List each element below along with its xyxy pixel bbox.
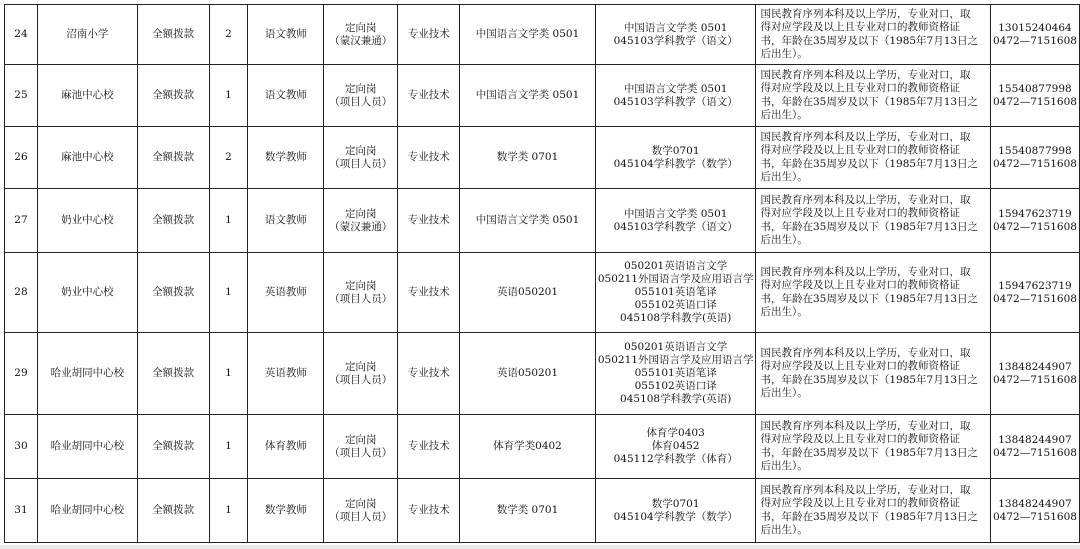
graduate-major-line: 055101英语笔译 [634,367,717,379]
graduate-major-cell [595,189,756,253]
post-type-line: 定向岗 [345,360,377,373]
position-name-cell: 体育教师 [248,415,324,479]
post-type-line: 定向岗 [345,82,377,95]
job-category-cell: 专业技术 [398,415,460,479]
requirement-line: 得对应学段及以上且专业对口的教师资格证 [760,207,960,219]
requirement-line: 书，年龄在35周岁及以下（1985年7月13日之 [760,95,979,108]
graduate-major-line: 045103学科教学（语文） [613,95,738,108]
post-type-line: （项目人员） [329,292,393,305]
post-type-line: 定向岗 [345,497,377,510]
graduate-major-line: 050211外国语言学及应用语言学 [597,354,754,366]
hire-count-cell: 2 [209,127,248,189]
contact-phone-line: 13848244907 [998,433,1072,446]
school-name-cell: 哈业胡同中心校 [37,415,137,479]
requirement-line: 得对应学段及以上且专业对口的教师资格证 [760,144,960,156]
table-row [5,333,1080,415]
row-number-cell: 26 [5,127,38,189]
contact-phone-cell [990,479,1079,543]
graduate-major-cell [595,65,756,127]
graduate-major-cell [595,415,756,479]
post-type-cell [324,479,398,543]
table-row [5,189,1080,253]
graduate-major-line: 中国语言文学类 0501 [623,82,728,95]
contact-phone-cell [990,5,1079,65]
graduate-major-line: 中国语言文学类 0501 [623,207,728,220]
funding-type-cell: 全额拨款 [137,189,209,253]
graduate-major-line: 数学0701 [651,144,700,157]
hire-count-cell: 1 [209,479,248,543]
school-name-cell: 奶业中心校 [37,189,137,253]
requirement-line: 得对应学段及以上且专业对口的教师资格证 [760,497,960,509]
table-row [5,415,1080,479]
requirement-cell [756,415,990,479]
position-name-cell: 英语教师 [248,333,324,415]
school-name-cell: 沼南小学 [37,5,137,65]
post-type-line: 定向岗 [345,433,377,446]
hire-count-cell: 1 [209,253,248,333]
contact-phone-cell [990,253,1079,333]
job-category-cell: 专业技术 [398,253,460,333]
graduate-major-line: 045103学科教学（语文） [613,220,738,233]
position-name-cell: 语文教师 [248,189,324,253]
requirement-line: 得对应学段及以上且专业对口的教师资格证 [760,433,960,445]
requirement-line: 书，年龄在35周岁及以下（1985年7月13日之 [760,446,979,459]
row-number-cell: 28 [5,253,38,333]
contact-phone-line: 0472—7151608 [992,220,1077,233]
requirement-cell [756,189,990,253]
graduate-major-cell [595,479,756,543]
school-name-cell: 麻池中心校 [37,65,137,127]
undergraduate-major-cell: 中国语言文学类 0501 [460,189,596,253]
post-type-cell [324,189,398,253]
contact-phone-line: 0472—7151608 [992,373,1077,386]
graduate-major-line: 数学0701 [651,497,700,510]
funding-type-cell: 全额拨款 [137,5,209,65]
post-type-line: （项目人员） [329,510,393,523]
graduate-major-line: 045104学科教学（数学） [613,157,738,170]
contact-phone-line: 13015240464 [998,21,1072,34]
funding-type-cell: 全额拨款 [137,127,209,189]
post-type-line: 定向岗 [345,207,377,220]
position-name-cell: 数学教师 [248,479,324,543]
table-row [5,5,1080,65]
requirement-line: 后出生）。 [760,524,808,536]
graduate-major-line: 045108学科教学(英语) [620,312,732,324]
graduate-major-cell [595,5,756,65]
requirement-line: 后出生）。 [760,306,808,318]
funding-type-cell: 全额拨款 [137,333,209,415]
funding-type-cell: 全额拨款 [137,65,209,127]
undergraduate-major-cell: 英语050201 [460,333,596,415]
graduate-major-line: 体育学0403 [646,427,705,439]
contact-phone-cell [990,333,1079,415]
school-name-cell: 哈业胡同中心校 [37,479,137,543]
requirement-line: 国民教育序列本科及以上学历，专业对口，取 [760,419,971,432]
position-name-cell: 语文教师 [248,65,324,127]
requirement-line: 国民教育序列本科及以上学历，专业对口，取 [760,265,971,278]
table-row [5,253,1080,333]
requirement-cell [756,253,990,333]
requirement-cell [756,65,990,127]
requirement-line: 书，年龄在35周岁及以下（1985年7月13日之 [760,373,979,386]
graduate-major-line: 050211外国语言学及应用语言学 [597,273,754,285]
requirement-line: 后出生）。 [760,171,808,183]
position-name-cell: 英语教师 [248,253,324,333]
requirement-line: 书，年龄在35周岁及以下（1985年7月13日之 [760,220,979,233]
graduate-major-line: 045112学科教学（体育） [613,453,738,465]
post-type-cell [324,253,398,333]
post-type-cell [324,333,398,415]
job-category-cell: 专业技术 [398,65,460,127]
job-category-cell: 专业技术 [398,5,460,65]
undergraduate-major-cell: 体育学类0402 [460,415,596,479]
undergraduate-major-cell: 数学类 0701 [460,479,596,543]
graduate-major-line: 055102英语口译 [634,380,717,392]
funding-type-cell: 全额拨款 [137,415,209,479]
requirement-cell [756,333,990,415]
requirement-line: 国民教育序列本科及以上学历，专业对口，取 [760,483,971,496]
requirement-line: 得对应学段及以上且专业对口的教师资格证 [760,360,960,372]
requirement-line: 国民教育序列本科及以上学历，专业对口，取 [760,130,971,143]
job-category-cell: 专业技术 [398,479,460,543]
post-type-line: 定向岗 [345,144,377,157]
post-type-line: （项目人员） [329,373,393,386]
requirement-line: 后出生）。 [760,387,808,399]
contact-phone-line: 15540877998 [998,82,1072,95]
contact-phone-cell [990,65,1079,127]
contact-phone-cell [990,127,1079,189]
graduate-major-line: 050201英语语言文学 [624,341,728,353]
requirement-line: 后出生）。 [760,109,808,121]
table-body [5,5,1080,543]
row-number-cell: 29 [5,333,38,415]
undergraduate-major-cell: 中国语言文学类 0501 [460,5,596,65]
undergraduate-major-cell: 数学类 0701 [460,127,596,189]
school-name-cell: 奶业中心校 [37,253,137,333]
post-type-line: （项目人员） [329,446,393,459]
post-type-line: （项目人员） [329,157,393,170]
requirement-line: 国民教育序列本科及以上学历，专业对口，取 [760,68,971,81]
post-type-cell [324,5,398,65]
row-number-cell: 30 [5,415,38,479]
contact-phone-line: 0472—7151608 [992,34,1077,47]
contact-phone-line: 15947623719 [998,207,1072,220]
post-type-line: （项目人员） [329,95,393,108]
requirement-line: 后出生）。 [760,48,808,60]
post-type-line: （蒙汉兼通） [329,34,393,47]
graduate-major-line: 045108学科教学(英语) [620,393,732,405]
requirement-line: 国民教育序列本科及以上学历，专业对口，取 [760,193,971,206]
graduate-major-line: 045104学科教学（数学） [613,510,738,523]
requirement-line: 书，年龄在35周岁及以下（1985年7月13日之 [760,292,979,305]
job-category-cell: 专业技术 [398,333,460,415]
post-type-cell [324,65,398,127]
requirement-line: 得对应学段及以上且专业对口的教师资格证 [760,82,960,94]
contact-phone-cell [990,189,1079,253]
contact-phone-line: 0472—7151608 [992,446,1077,459]
funding-type-cell: 全额拨款 [137,479,209,543]
contact-phone-line: 0472—7151608 [992,95,1077,108]
requirement-cell [756,5,990,65]
table-row [5,479,1080,543]
requirement-line: 后出生）。 [760,234,808,246]
table-row [5,65,1080,127]
contact-phone-line: 13848244907 [998,497,1072,510]
post-type-line: 定向岗 [345,21,377,34]
row-number-cell: 31 [5,479,38,543]
requirement-line: 得对应学段及以上且专业对口的教师资格证 [760,21,960,33]
post-type-line: （蒙汉兼通） [329,220,393,233]
graduate-major-cell [595,333,756,415]
row-number-cell: 24 [5,5,38,65]
graduate-major-cell [595,253,756,333]
row-number-cell: 27 [5,189,38,253]
contact-phone-line: 13848244907 [998,360,1072,373]
funding-type-cell: 全额拨款 [137,253,209,333]
requirement-cell [756,479,990,543]
requirement-cell [756,127,990,189]
bottom-strip [0,545,1080,549]
requirement-line: 书，年龄在35周岁及以下（1985年7月13日之 [760,34,979,47]
hire-count-cell: 1 [209,333,248,415]
requirement-line: 书，年龄在35周岁及以下（1985年7月13日之 [760,157,979,170]
job-category-cell: 专业技术 [398,127,460,189]
row-number-cell: 25 [5,65,38,127]
contact-phone-line: 0472—7151608 [992,157,1077,170]
school-name-cell: 哈业胡同中心校 [37,333,137,415]
graduate-major-line: 050201英语语言文学 [624,260,728,272]
graduate-major-cell [595,127,756,189]
contact-phone-line: 15947623719 [998,279,1072,292]
hire-count-cell: 2 [209,5,248,65]
graduate-major-line: 045103学科教学（语文） [613,34,738,47]
post-type-cell [324,127,398,189]
graduate-major-line: 055101英语笔译 [634,286,717,298]
contact-phone-line: 0472—7151608 [992,292,1077,305]
contact-phone-cell [990,415,1079,479]
position-name-cell: 数学教师 [248,127,324,189]
contact-phone-line: 15540877998 [998,144,1072,157]
school-name-cell: 麻池中心校 [37,127,137,189]
contact-phone-line: 0472—7151608 [992,510,1077,523]
requirement-line: 后出生）。 [760,460,808,472]
graduate-major-line: 体育0452 [651,440,700,452]
post-type-line: 定向岗 [345,279,377,292]
undergraduate-major-cell: 中国语言文学类 0501 [460,65,596,127]
recruitment-table [4,4,1080,543]
post-type-cell [324,415,398,479]
graduate-major-line: 055102英语口译 [634,299,717,311]
hire-count-cell: 1 [209,415,248,479]
job-category-cell: 专业技术 [398,189,460,253]
position-name-cell: 语文教师 [248,5,324,65]
undergraduate-major-cell: 英语050201 [460,253,596,333]
hire-count-cell: 1 [209,189,248,253]
requirement-line: 国民教育序列本科及以上学历，专业对口，取 [760,346,971,359]
table-row [5,127,1080,189]
hire-count-cell: 1 [209,65,248,127]
requirement-line: 国民教育序列本科及以上学历，专业对口，取 [760,7,971,20]
requirement-line: 得对应学段及以上且专业对口的教师资格证 [760,279,960,291]
graduate-major-line: 中国语言文学类 0501 [623,21,728,34]
requirement-line: 书，年龄在35周岁及以下（1985年7月13日之 [760,510,979,523]
